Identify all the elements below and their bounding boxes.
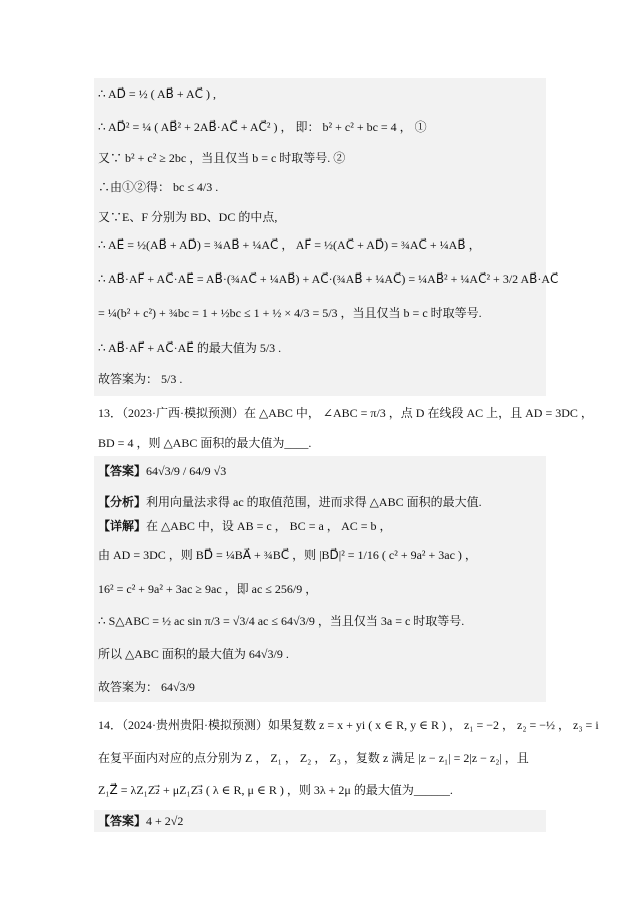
analysis-13	[98, 495, 482, 510]
problem-13-line-1: 13．（2023·广西·模拟预测）在 △ABC 中， ∠ABC = π/3 ，点 D 在线段 AC 上，且 AD = 3DC ，	[98, 406, 593, 420]
solution-13-line-4: 由 AD = 3DC ，则 BD⃗ = ¼BA⃗ + ¾BC⃗ ，则 |BD⃗|² = 1/16 ( c² + 9a² + 3ac ) ，	[98, 548, 477, 562]
detail-tag: 【详解】	[98, 519, 147, 533]
solution-13-line-5: 16² = c² + 9a² + 3ac ≥ 9ac ，即 ac ≤ 256/9 ，	[98, 582, 318, 596]
answer-value: 4 + 2√2	[146, 814, 184, 828]
solution-12-line-1: ∴ AD⃗ = ½ ( AB⃗ + AC⃗ ) ,	[98, 87, 217, 101]
answer-value: 64√3/9 / 64/9 √3	[146, 464, 227, 478]
solution-13-line-7: 所以 △ABC 面积的最大值为 64√3/9 .	[98, 647, 289, 661]
problem-13-line-2: BD = 4 ，则 △ABC 面积的最大值为____.	[98, 436, 312, 450]
answer-13	[98, 464, 226, 479]
problem-14-line-2: 在复平面内对应的点分别为 Z ， Z₁ ， Z₂ ， Z₃ ，复数 z 满足 |z − z₁| = 2|z − z₂| ，且	[98, 751, 529, 765]
solution-12-line-8: = ¼(b² + c²) + ¾bc = 1 + ½bc ≤ 1 + ½ × 4/3 = 5/3 ，当且仅当 b = c 时取等号.	[98, 306, 482, 320]
analysis-text: 利用向量法求得 ac 的取值范围，进而求得 △ABC 面积的最大值.	[146, 495, 482, 509]
analysis-tag: 【分析】	[98, 495, 147, 509]
solution-12-line-2: ∴ AD⃗² = ¼ ( AB⃗² + 2AB⃗·AC⃗ + AC⃗² ) ， 即： b² + c² + bc = 4 ， ①	[98, 120, 427, 134]
solution-12-line-5: 又∵E、F 分别为 BD、DC 的中点,	[98, 210, 278, 224]
solution-12-line-10: 故答案为： 5/3 .	[98, 372, 183, 386]
detail-text: 在 △ABC 中，设 AB = c ， BC = a ， AC = b ，	[146, 519, 392, 533]
solution-13-line-8: 故答案为： 64√3/9	[98, 680, 195, 694]
solution-13-line-6: ∴ S△ABC = ½ ac sin π/3 = √3/4 ac ≤ 64√3/9 ，当且仅当 3a = c 时取等号.	[98, 614, 465, 628]
solution-12-line-4: ∴由①②得： bc ≤ 4/3 .	[98, 180, 219, 194]
solution-12-line-6: ∴ AE⃗ = ½(AB⃗ + AD⃗) = ¾AB⃗ + ¼AC⃗ ， AF⃗ = ½(AC⃗ + AD⃗) = ¾AC⃗ + ¼AB⃗ ，	[98, 238, 481, 252]
detail-13	[98, 519, 392, 534]
problem-14-line-1: 14．（2024·贵州贵阳·模拟预测）如果复数 z = x + yi ( x ∈ R, y ∈ R ) ， z₁ = −2 ， z₂ = −½ ， z₃ = i	[98, 718, 599, 732]
problem-14-line-3: Z₁Z⃗ = λZ₁Z₂⃗ + μZ₁Z₃⃗ ( λ ∈ R, μ ∈ R ) ，则 3λ + 2μ 的最大值为______.	[98, 783, 453, 797]
solution-12-line-3: 又∵ b² + c² ≥ 2bc ，当且仅当 b = c 时取等号. ②	[98, 151, 346, 165]
answer-14	[98, 814, 183, 829]
solution-block-13	[94, 456, 546, 702]
solution-12-line-7: ∴ AB⃗·AF⃗ + AC⃗·AE⃗ = AB⃗·(¾AC⃗ + ¼AB⃗) + AC⃗·(¾AB⃗ + ¼AC⃗) = ¼AB⃗² + ¼AC⃗² + 3/2 AB⃗·AC⃗	[98, 272, 559, 286]
answer-tag: 【答案】	[98, 814, 147, 828]
solution-12-line-9: ∴ AB⃗·AF⃗ + AC⃗·AE⃗ 的最大值为 5/3 .	[98, 341, 282, 355]
answer-tag: 【答案】	[98, 464, 147, 478]
